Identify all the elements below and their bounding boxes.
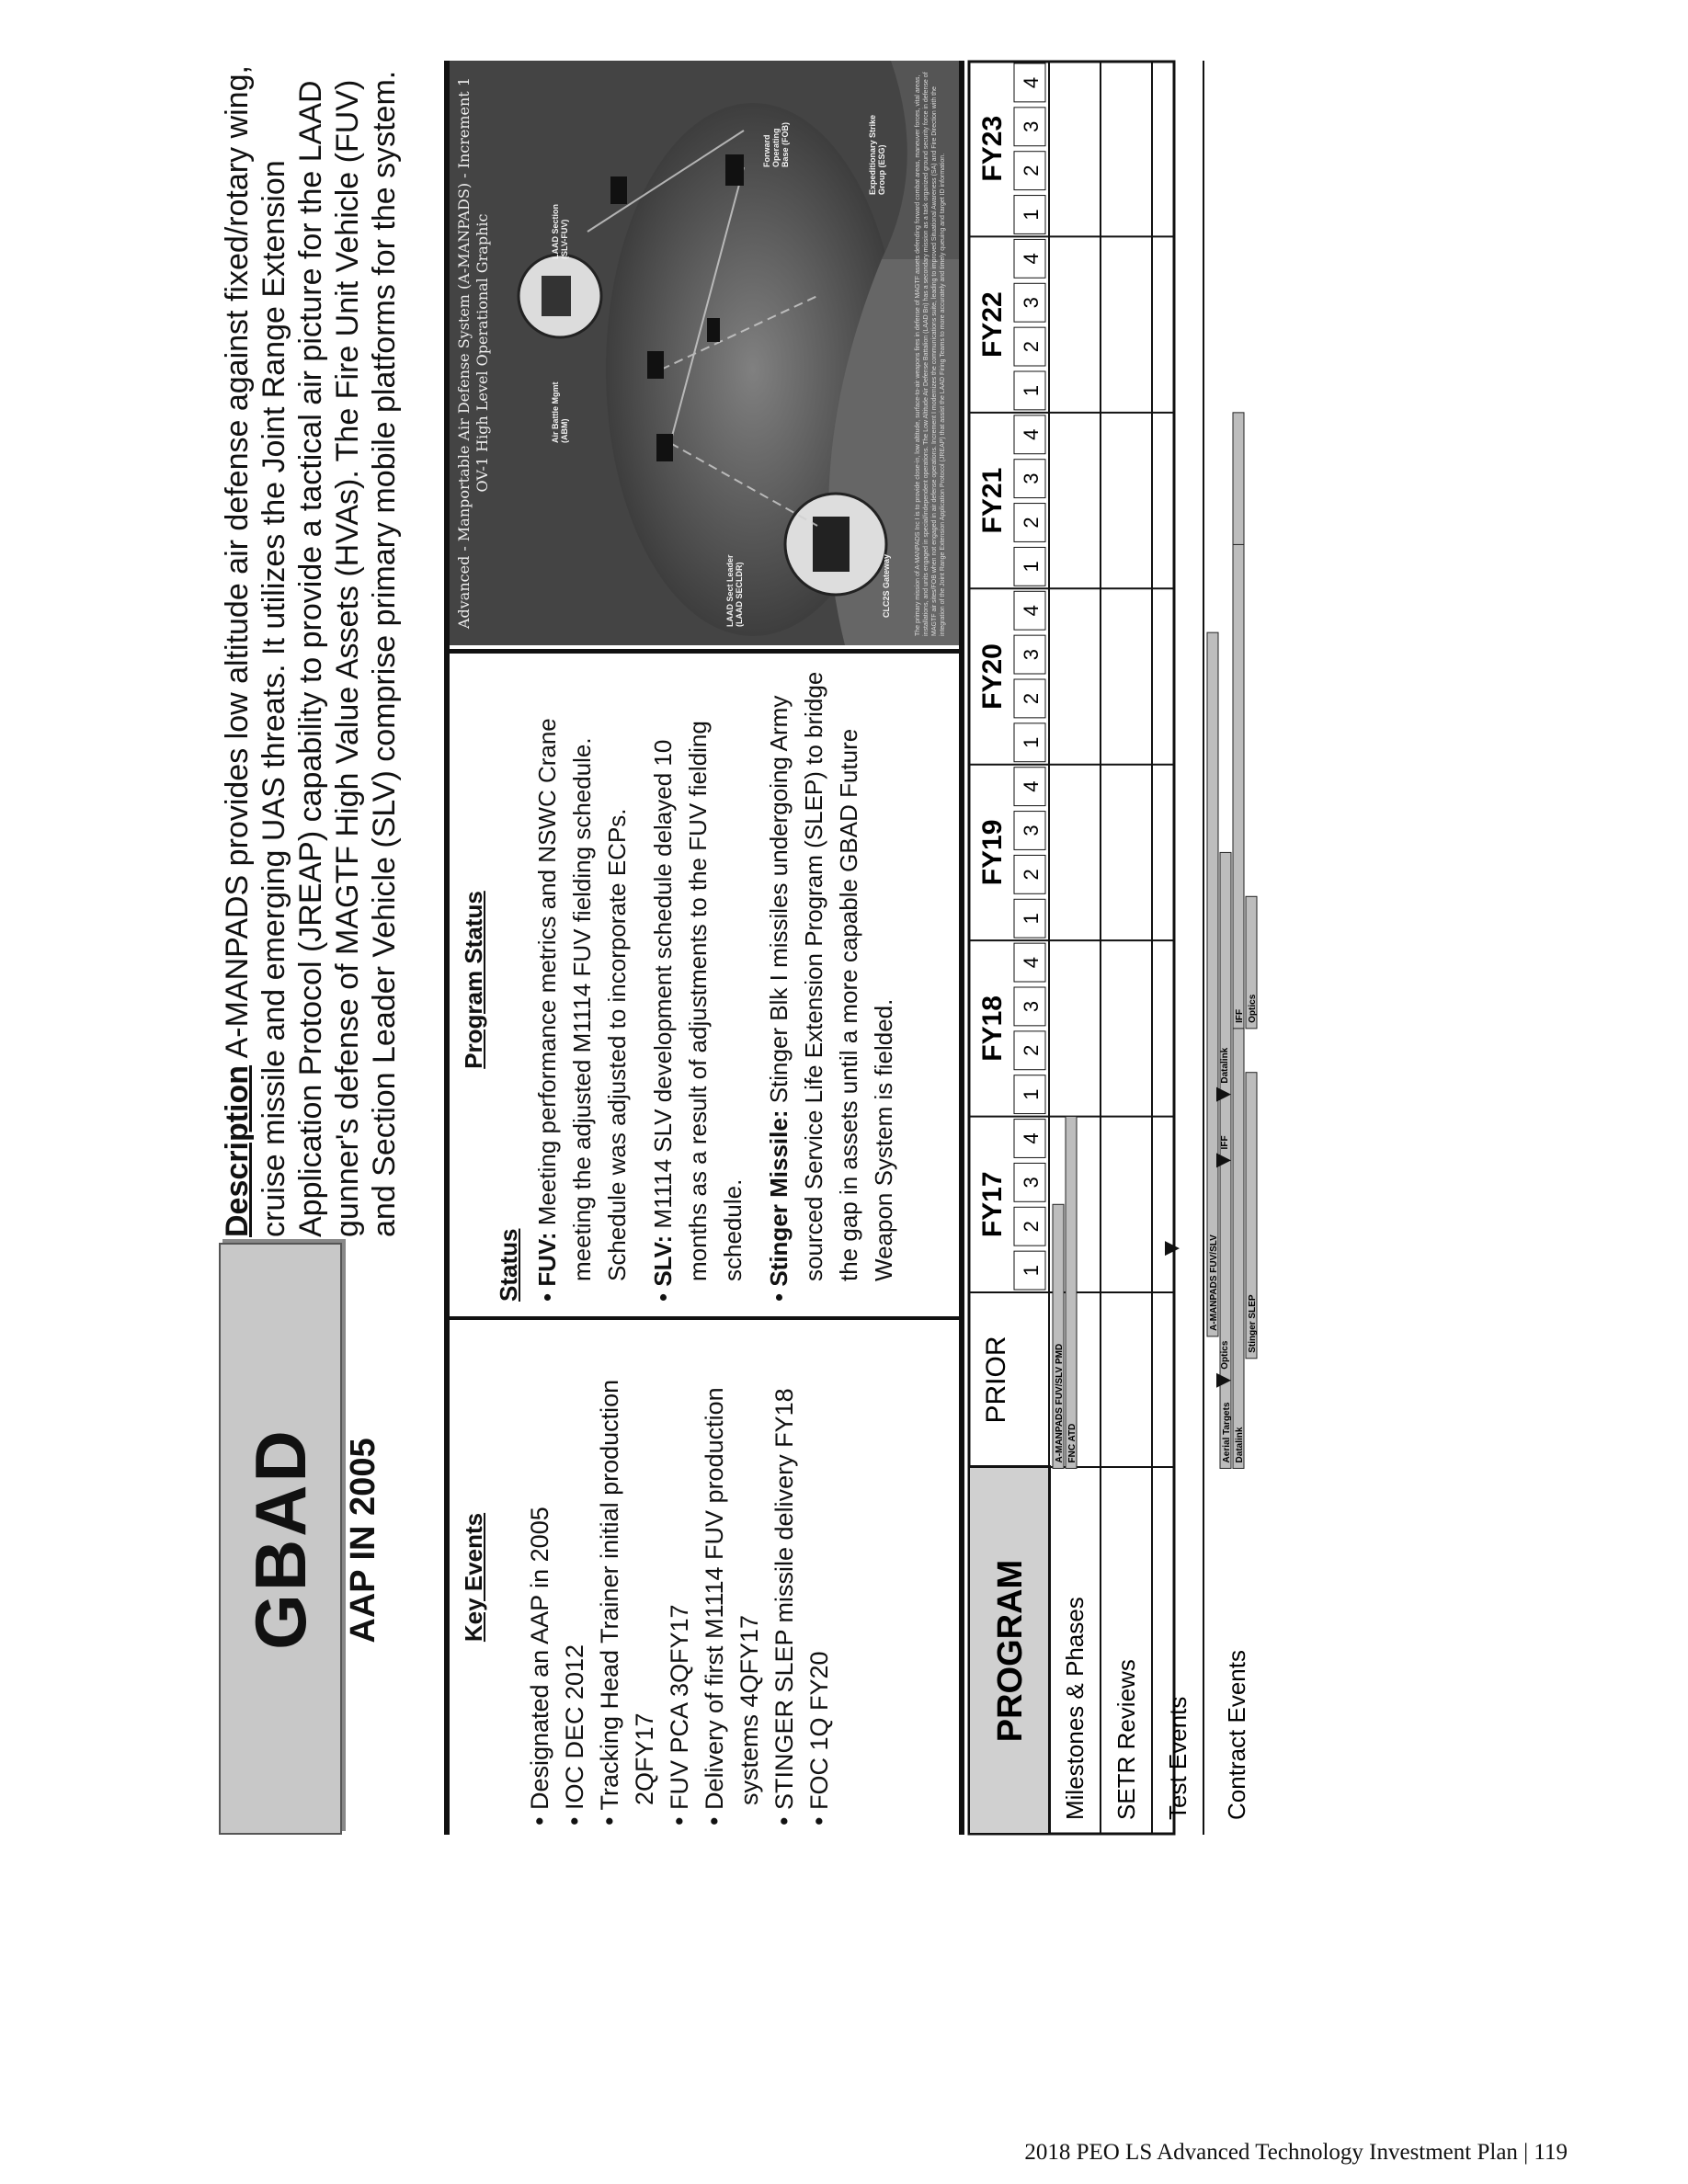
schedule-bar-label: FNC ATD [1067, 1423, 1078, 1463]
quarter-header: 4 [1020, 1132, 1043, 1144]
schedule-row-label: Test Events [1164, 1696, 1192, 1820]
quarter-header: 3 [1020, 825, 1043, 836]
status-item-label: SLV: [649, 1234, 677, 1287]
fy-header: FY20 [977, 643, 1008, 710]
quarter-header: 4 [1020, 956, 1043, 969]
status-item-label: FUV: [533, 1232, 561, 1287]
schedule-bar-label: Stinger SLEP [1248, 1294, 1258, 1353]
graphic-label-fob: Forward Operating Base (FOB) [762, 121, 790, 167]
key-event-item: • IOC DEC 2012 [557, 1329, 592, 1826]
status-item: • SLV: M1114 SLV development schedule delayed 10 months as a result of adjustments to the FUV fielding schedule. [649, 721, 747, 1302]
key-event-item: • Tracking Head Trainer initial production 2QFY17 [592, 1329, 662, 1826]
quarter-header: 4 [1020, 253, 1043, 265]
schedule-row-label: Contract Events [1223, 1650, 1250, 1820]
program-status-list [530, 658, 912, 1302]
schedule-table [968, 61, 1258, 1835]
quarter-header: 3 [1020, 472, 1043, 484]
fy-header: FY21 [977, 467, 1008, 534]
program-title: GBAD [239, 1428, 321, 1650]
graphic-label-laad-section: LAAD Section (SLV-FUV) [551, 203, 569, 259]
status-item: • Stinger Missile: Stinger Blk I missiles undergoing Army sourced Service Life Extension Program (SLEP) to bridge the gap in assets until a more capable GBAD Future Weapon System is fielded. [765, 671, 897, 1302]
schedule-chart [968, 61, 1258, 1835]
graphic-label-esg: Expeditionary Strike Group (ESG) [868, 114, 886, 195]
key-events-list [522, 1329, 837, 1826]
schedule-bar [1207, 632, 1218, 1337]
quarter-header: 2 [1020, 692, 1043, 705]
program-status-heading: Program Status [460, 891, 487, 1069]
schedule-bar-label: Datalink [1235, 1427, 1245, 1463]
graphic-label-seclead: LAAD Sect Leader (LAAD SECLDR) [725, 554, 744, 627]
key-event-item: • FUV PCA 3QFY17 [662, 1329, 697, 1826]
fy-header: FY18 [977, 995, 1008, 1062]
quarter-header: 2 [1020, 165, 1043, 176]
rotated-page-content [219, 61, 1258, 1835]
status-item: • FUV: Meeting performance metrics and NSWC Crane meeting the adjusted M1114 FUV fielding schedule. Schedule was adjusted to incorporate ECPs. [533, 718, 631, 1302]
status-item-text: Stinger Blk I missiles undergoing Army sourced Service Life Extension Program (SLEP) to bridge the gap in assets until a more capable GBAD Future Weapon System is fielded. [765, 671, 897, 1281]
quarter-header: 1 [1020, 384, 1043, 397]
divider-schedule [959, 61, 964, 1835]
quarter-header: 4 [1020, 76, 1043, 89]
status-item-text: M1114 SLV development schedule delayed 10 months as a result of adjustments to the FUV fielding schedule. [649, 721, 747, 1281]
quarter-header: 3 [1020, 1000, 1043, 1013]
milestone-label: Optics [1220, 1340, 1230, 1370]
schedule-bar-label: Optics [1248, 994, 1258, 1023]
operational-graphic [450, 61, 959, 645]
program-header: PROGRAM [991, 1559, 1030, 1743]
quarter-header: 2 [1020, 869, 1043, 881]
quarter-header: 2 [1020, 517, 1043, 529]
quarter-header: 2 [1020, 340, 1043, 353]
quarter-header: 1 [1020, 1088, 1043, 1100]
schedule-bar-label: Aerial Targets [1222, 1402, 1232, 1463]
program-description [219, 61, 403, 1237]
divider-status [444, 649, 959, 654]
status-item-label: Stinger Missile: [765, 1109, 793, 1287]
quarter-header: 3 [1020, 297, 1043, 309]
graphic-title-line: Advanced - Manportable Air Defense System (A-MANPADS) - Increment 1 [455, 76, 473, 630]
graphic-subtitle-line: OV-1 High Level Operational Graphic [473, 213, 491, 493]
schedule-row-label: SETR Reviews [1112, 1659, 1140, 1820]
milestone-label: Datalink [1220, 1047, 1230, 1084]
program-subtitle: AAP IN 2005 [344, 1438, 382, 1644]
quarter-header: 2 [1020, 1044, 1043, 1056]
quarter-header: 3 [1020, 1177, 1043, 1189]
status-heading: Status [495, 1228, 522, 1302]
quarter-header: 1 [1020, 209, 1043, 221]
page-footer: 2018 PEO LS Advanced Technology Investment Plan | 119 [1024, 2140, 1568, 2165]
key-event-item: • STINGER SLEP missile delivery FY18 [767, 1329, 802, 1826]
fy-header: FY19 [977, 819, 1008, 886]
fy-header: FY22 [977, 291, 1008, 358]
divider-key-events [444, 1316, 959, 1320]
prior-header: PRIOR [981, 1336, 1011, 1424]
schedule-bar-label: A-MANPADS FUV/SLV PMD [1055, 1343, 1065, 1463]
quarter-header: 1 [1020, 561, 1043, 573]
key-event-item: • Designated an AAP in 2005 [522, 1329, 557, 1826]
status-item-text: Meeting performance metrics and NSWC Crane meeting the adjusted M1114 FUV fielding schedule. Schedule was adjusted to incorporate ECPs. [533, 718, 631, 1281]
quarter-header: 1 [1020, 913, 1043, 925]
graphic-label-abm: Air Battle Mgmt (ABM) [551, 381, 569, 443]
fy-header: FY17 [977, 1171, 1008, 1238]
key-event-item: • Delivery of first M1114 FUV production systems 4QFY17 [697, 1329, 767, 1826]
milestone-label: IFF [1220, 1135, 1230, 1150]
quarter-header: 4 [1020, 780, 1043, 792]
quarter-header: 1 [1020, 1264, 1043, 1277]
description-text: A-MANPADS provides low altitude air defense against fixed/rotary wing, cruise missile and emerging UAS threats. It utilizes the Joint Range Extension Application Protocol (JREAP) capability to provide a tactical air picture for the LAAD gunner's defense of MAGTF High Value Assets (HVAs). The Fire Unit Vehicle (FUV) and Section Leader Vehicle (SLV) comprise primary mobile platforms for the system. [220, 65, 402, 1237]
quarter-header: 3 [1020, 120, 1043, 132]
quarter-header: 3 [1020, 648, 1043, 661]
quarter-header: 4 [1020, 428, 1043, 440]
graphic-caption: The primary mission of A-MANPADS Inc I is to provide close-in, low altitude, surface-to-air weapons fires in defense of MAGTF assets defending forward combat areas, maneuver forces, vital areas, installations, and units engaged in special/independent operations. The Low Altitude Air Defense Battalion (LAAD Bn) has a secondary mission as a task organized ground security force in defense of MAGTF air sites/FOB when not engaged in air defense operations. Increment I modernizes the communications suite, leading to improved Situational Awareness (SA) and Fire Direction with the integration of the Joint Range Extension Application Protocol (JREAP) that assist the LAAD Firing Teams to more accurately and timely queuing and target ID information. [915, 72, 946, 636]
schedule-bar-label: IFF [1235, 1008, 1245, 1023]
schedule-bar [1233, 544, 1244, 1028]
fy-header: FY23 [977, 115, 1008, 182]
program-title-box [219, 1243, 342, 1835]
quarter-header: 4 [1020, 605, 1043, 617]
quarter-header: 1 [1020, 736, 1043, 748]
key-event-item: • FOC 1Q FY20 [802, 1329, 837, 1826]
key-events-heading: Key Events [460, 1512, 487, 1643]
graphic-label-clc2s: CLC2S Gateway [882, 553, 891, 618]
schedule-row-label: Milestones & Phases [1061, 1597, 1089, 1820]
quarter-header: 2 [1020, 1221, 1043, 1233]
schedule-bar [1066, 1117, 1077, 1469]
description-label: Description [220, 1064, 255, 1237]
graphic-title [455, 70, 492, 636]
schedule-bar-label: A-MANPADS FUV/SLV [1209, 1234, 1219, 1331]
